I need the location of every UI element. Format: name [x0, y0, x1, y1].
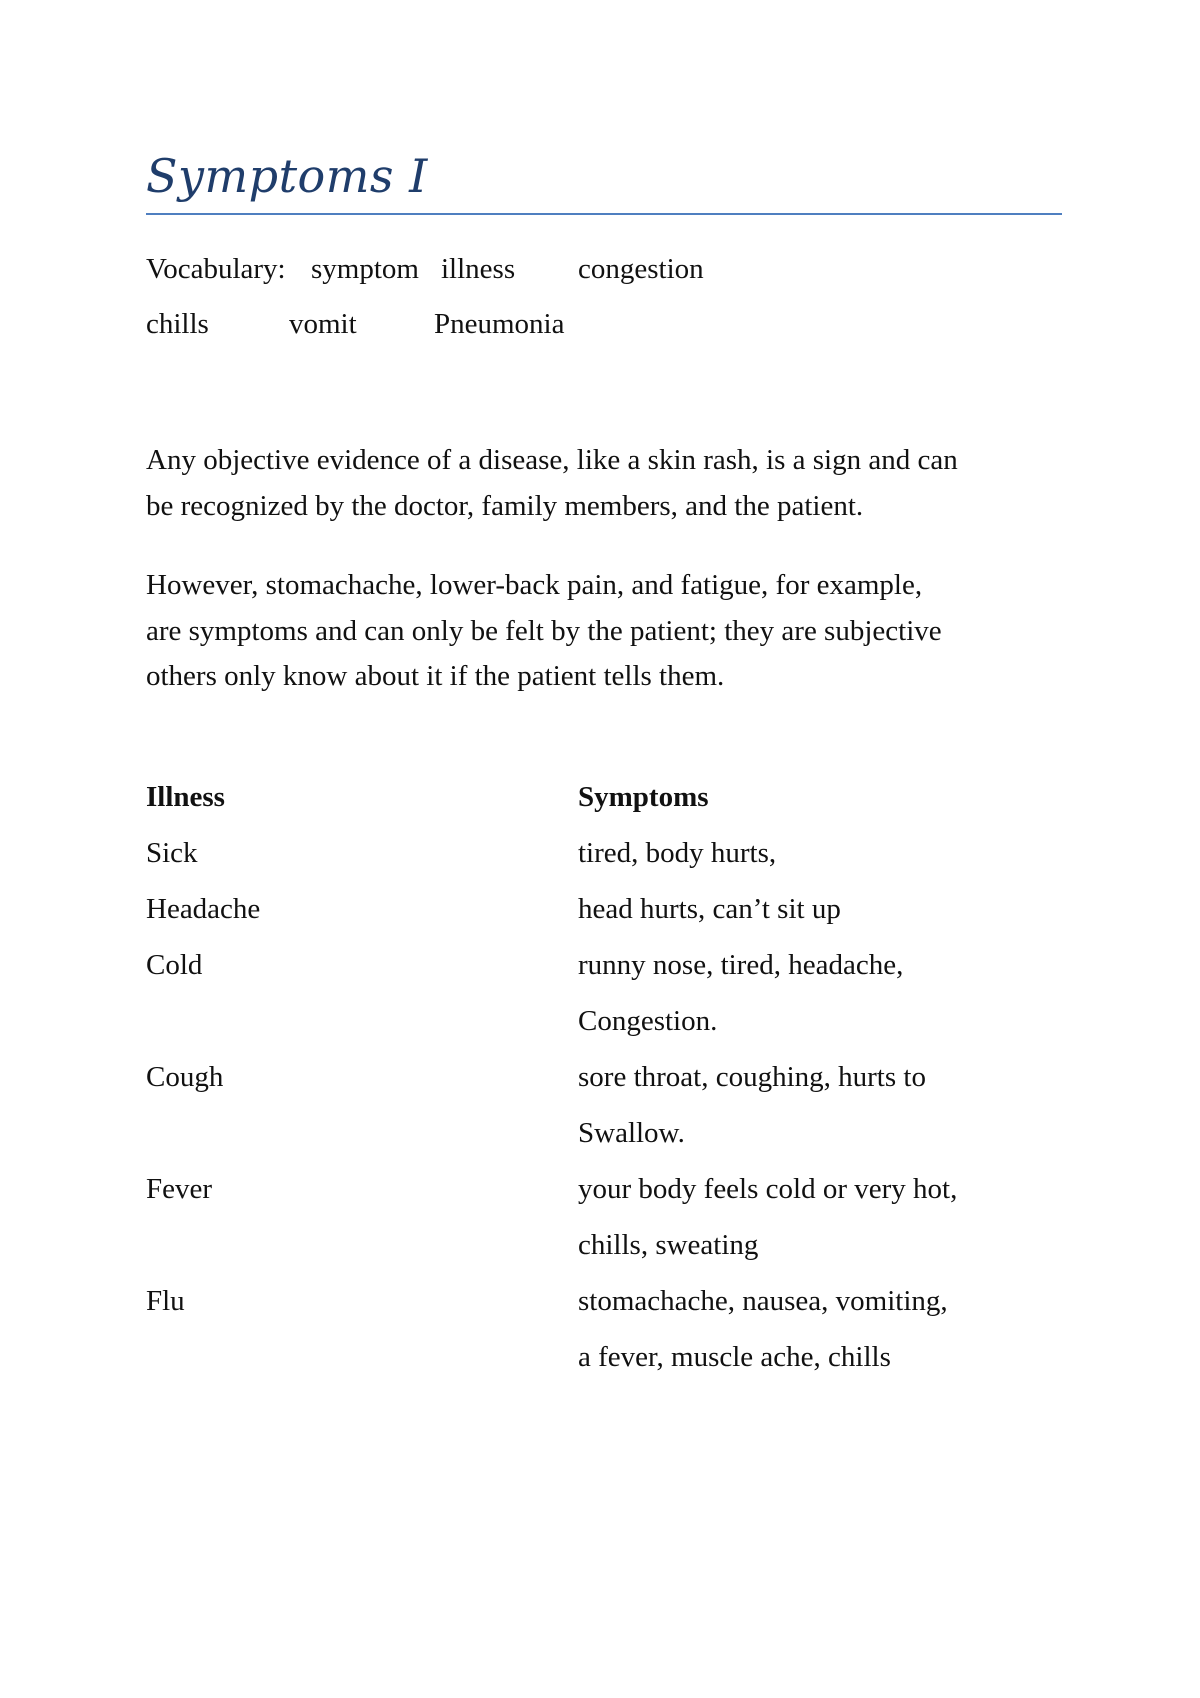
table-header-symptoms: Symptoms [578, 781, 709, 813]
symptom-line: a fever, muscle ache, chills [578, 1341, 891, 1373]
symptom-line: sore throat, coughing, hurts to [578, 1061, 926, 1093]
vocabulary-label: Vocabulary: [146, 253, 286, 285]
vocabulary-word: illness [441, 253, 516, 285]
vocabulary-word: Pneumonia [434, 308, 565, 340]
illness-name: Sick [146, 837, 198, 869]
illness-name: Cough [146, 1061, 224, 1093]
paragraph-symptoms [146, 563, 1062, 700]
illness-name: Cold [146, 949, 203, 981]
illness-name: Headache [146, 893, 261, 925]
paragraph-line: be recognized by the doctor, family members, and the patient. [146, 489, 864, 522]
paragraph-line: are symptoms and can only be felt by the patient; they are subjective [146, 614, 942, 647]
illness-name: Flu [146, 1285, 185, 1317]
symptom-line: Swallow. [578, 1117, 685, 1149]
paragraph-line: However, stomachache, lower-back pain, and fatigue, for example, [146, 569, 923, 601]
vocabulary-word: vomit [289, 308, 357, 340]
symptom-line: tired, body hurts, [578, 837, 777, 869]
symptom-line: chills, sweating [578, 1229, 759, 1261]
paragraph-line: Any objective evidence of a disease, like a skin rash, is a sign and can [146, 444, 958, 476]
title-underline [146, 213, 1062, 215]
paragraph-line: others only know about it if the patient tells them. [146, 660, 725, 692]
vocabulary-word: congestion [578, 253, 704, 285]
vocabulary-word: symptom [311, 253, 419, 285]
illness-name: Fever [146, 1173, 213, 1205]
symptom-line: stomachache, nausea, vomiting, [578, 1285, 948, 1317]
vocabulary-word: chills [146, 308, 209, 340]
symptom-line: runny nose, tired, headache, [578, 949, 904, 981]
symptom-line: Congestion. [578, 1005, 718, 1037]
paragraph-signs [146, 438, 1062, 529]
page-title: Symptoms I [146, 149, 428, 203]
symptom-line: head hurts, can’t sit up [578, 893, 841, 925]
symptom-line: your body feels cold or very hot, [578, 1173, 958, 1205]
table-header-illness: Illness [146, 781, 225, 813]
